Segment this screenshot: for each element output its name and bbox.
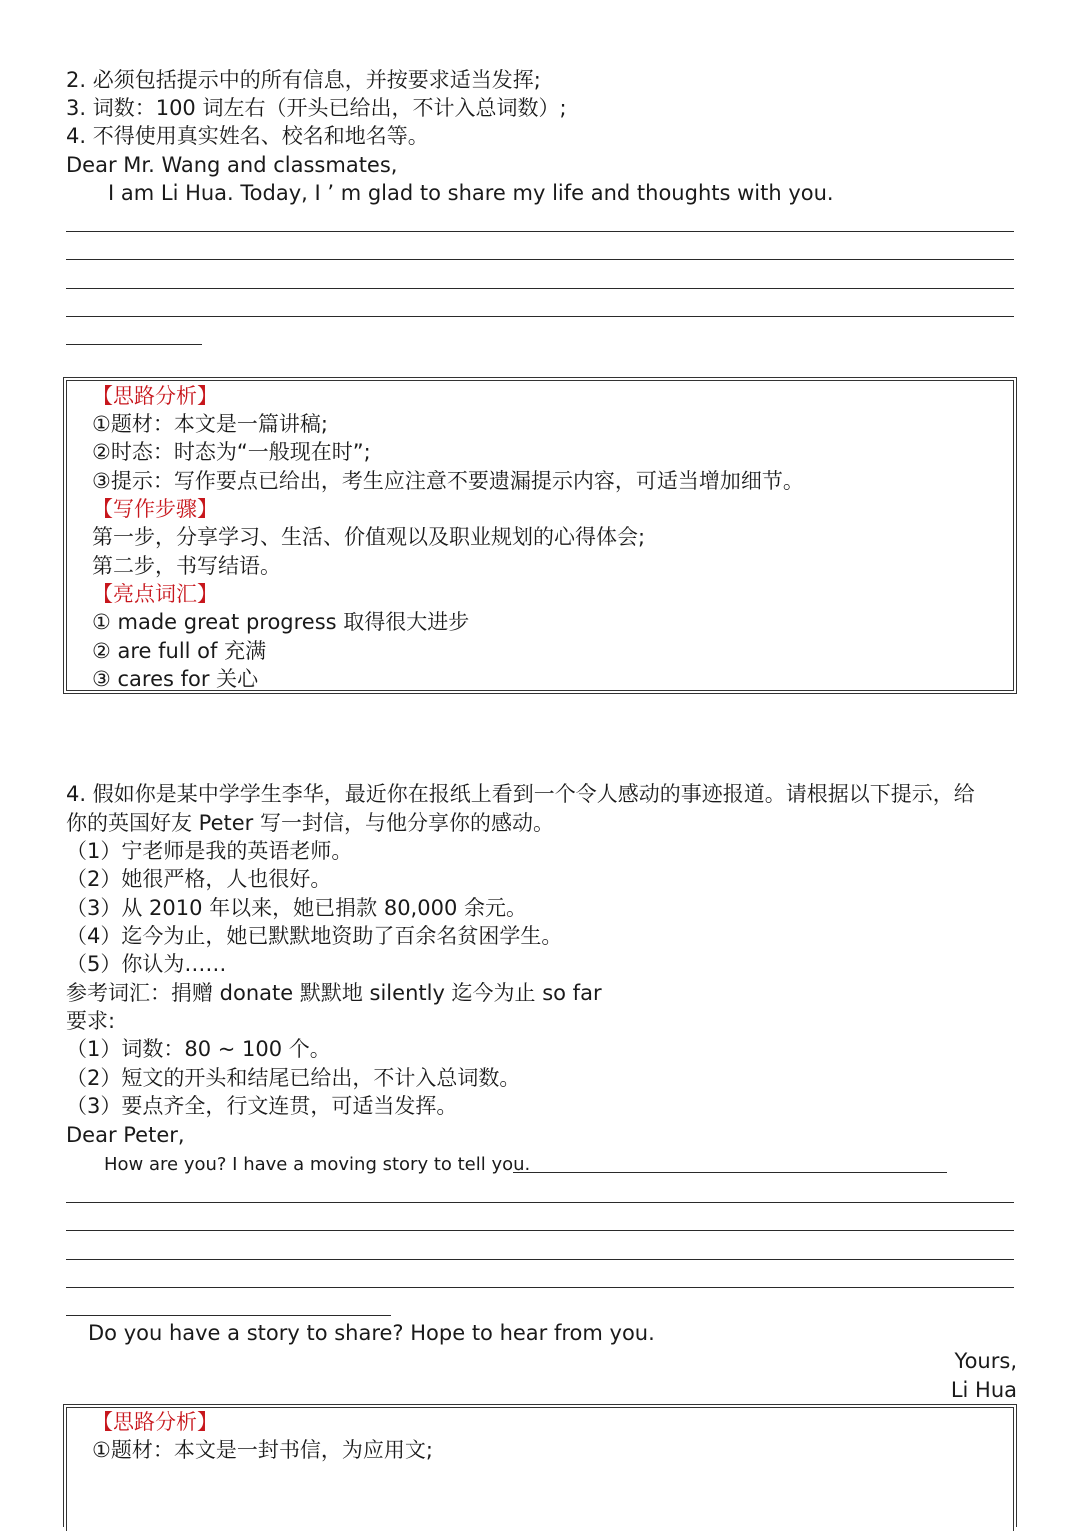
requirements-label: 要求: <box>66 1009 116 1033</box>
vocab-item: ③ cares for 关心 <box>92 667 259 691</box>
letter-opening: How are you? I have a moving story to tell you. <box>104 1154 531 1175</box>
answer-line <box>66 1230 1014 1231</box>
requirement-4: 4. 不得使用真实姓名、校名和地名等。 <box>66 124 429 148</box>
answer-line <box>66 1315 391 1316</box>
letter-opening: I am Li Hua. Today, I ’ m glad to share my life and thoughts with you. <box>108 181 834 205</box>
requirement-item: （1）词数：80 ~ 100 个。 <box>66 1037 331 1061</box>
analysis-item: ①题材：本文是一篇讲稿; <box>92 412 328 436</box>
answer-line <box>66 1259 1014 1260</box>
steps-heading: 【写作步骤】 <box>92 497 218 521</box>
analysis-item: ②时态：时态为“一般现在时”; <box>92 440 371 464</box>
prompt-point: （3）从 2010 年以来，她已捐款 80,000 余元。 <box>66 896 527 920</box>
letter-closing: Do you have a story to share? Hope to hear from you. <box>88 1321 655 1345</box>
letter-greeting: Dear Peter, <box>66 1123 185 1147</box>
answer-line <box>66 316 1014 317</box>
analysis-heading: 【思路分析】 <box>92 1410 218 1434</box>
answer-line <box>66 344 202 345</box>
prompt-point: （1）宁老师是我的英语老师。 <box>66 839 353 863</box>
analysis-box-1 <box>63 377 1017 694</box>
prompt-point: （2）她很严格，人也很好。 <box>66 867 332 891</box>
letter-signoff: Yours, <box>954 1349 1017 1373</box>
question-4-prompt: 4. 假如你是某中学学生李华，最近你在报纸上看到一个令人感动的事迹报道。请根据以下提示，给 <box>66 782 975 806</box>
reference-vocab: 参考词汇：捐赠 donate 默默地 silently 迄今为止 so far <box>66 981 602 1005</box>
vocab-item: ① made great progress 取得很大进步 <box>92 610 470 634</box>
vocab-heading: 【亮点词汇】 <box>92 582 218 606</box>
answer-line <box>66 231 1014 232</box>
letter-signature: Li Hua <box>950 1378 1017 1402</box>
analysis-box-2 <box>63 1404 1017 1527</box>
requirement-3: 3. 词数：100 词左右（开头已给出，不计入总词数）; <box>66 96 567 120</box>
step-item: 第一步，分享学习、生活、价值观以及职业规划的心得体会; <box>92 525 646 549</box>
answer-line <box>66 288 1014 289</box>
answer-line <box>66 259 1014 260</box>
analysis-heading: 【思路分析】 <box>92 384 218 408</box>
letter-greeting: Dear Mr. Wang and classmates, <box>66 153 398 177</box>
requirement-item: （2）短文的开头和结尾已给出，不计入总词数。 <box>66 1066 521 1090</box>
answer-line <box>66 1287 1014 1288</box>
answer-line <box>66 1202 1014 1203</box>
analysis-item: ①题材：本文是一封书信，为应用文; <box>92 1438 433 1462</box>
answer-line <box>513 1172 947 1173</box>
step-item: 第二步，书写结语。 <box>92 554 281 578</box>
vocab-item: ② are full of 充满 <box>92 639 267 663</box>
prompt-point: （4）迄今为止，她已默默地资助了百余名贫困学生。 <box>66 924 563 948</box>
question-4-prompt-cont: 你的英国好友 Peter 写一封信，与他分享你的感动。 <box>66 811 554 835</box>
requirement-item: （3）要点齐全，行文连贯，可适当发挥。 <box>66 1094 458 1118</box>
prompt-point: （5）你认为…… <box>66 952 227 976</box>
requirement-2: 2. 必须包括提示中的所有信息，并按要求适当发挥; <box>66 68 541 92</box>
analysis-item: ③提示：写作要点已给出，考生应注意不要遗漏提示内容，可适当增加细节。 <box>92 469 804 493</box>
